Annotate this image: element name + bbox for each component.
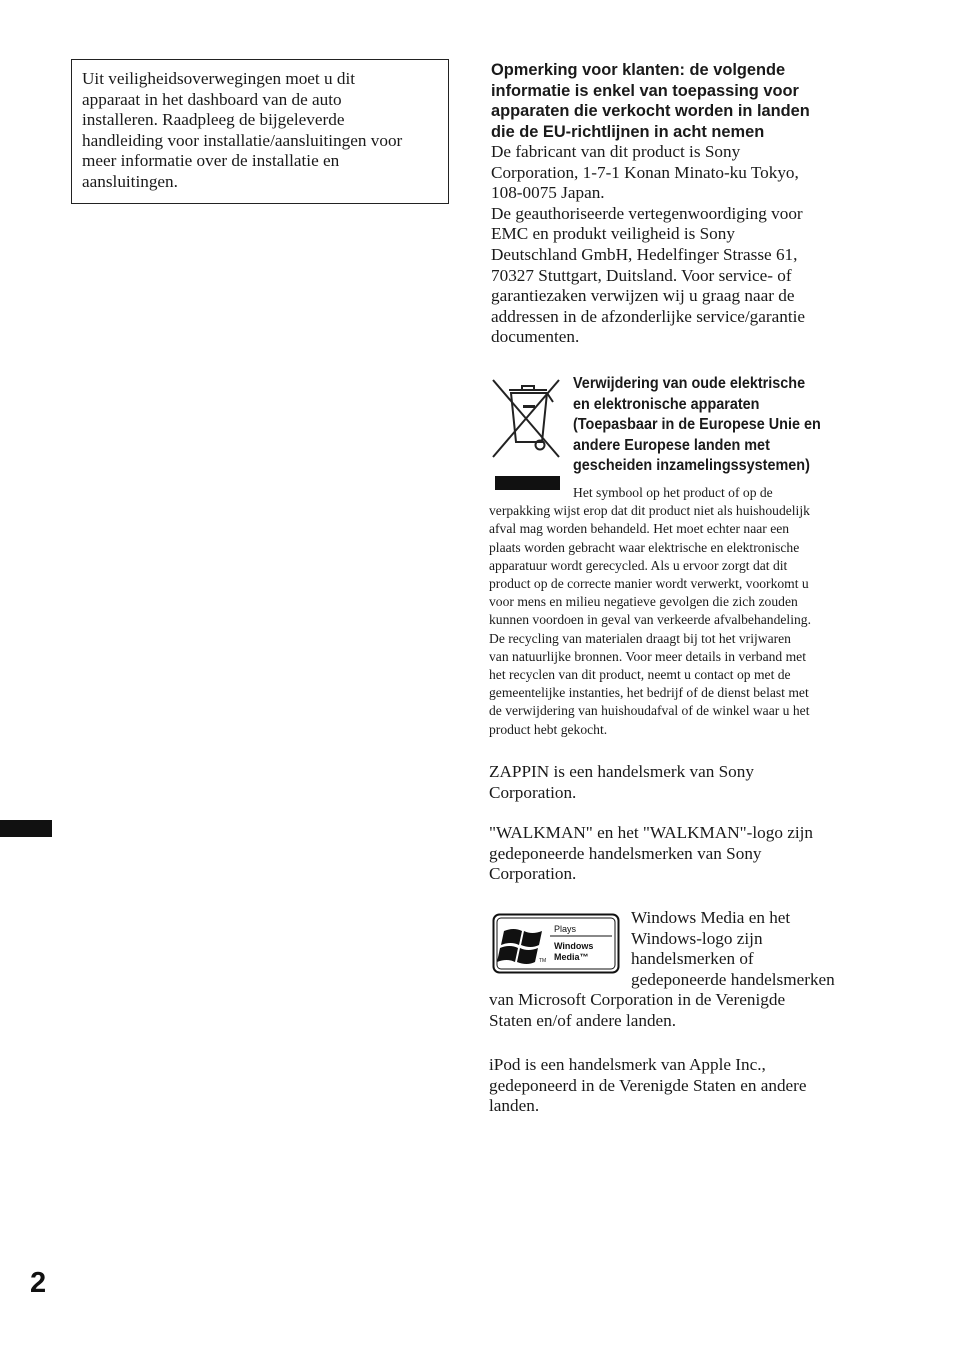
text-line: kunnen voordoen in geval van verkeerde afvalbehandeling. — [489, 612, 811, 628]
media-label: Media™ — [554, 952, 589, 962]
text-line: van natuurlijke bronnen. Voor meer details in verband met — [489, 648, 806, 664]
heading-line: die de EU-richtlijnen in acht nemen — [491, 122, 765, 141]
eu-notice-section — [491, 60, 866, 348]
heading-line: (Toepasbaar in de Europese Unie en — [573, 416, 821, 433]
tm-mark: TM — [539, 958, 547, 964]
text-line: handelsmerken of — [631, 949, 754, 969]
heading-line: Verwijdering van oude elektrische — [573, 375, 806, 392]
text-line: verpakking wijst erop dat dit product niet als huishoudelijk — [489, 503, 810, 519]
text-line: Deutschland GmbH, Hedelfinger Strasse 61, — [491, 244, 798, 264]
text-line: De geauthoriseerde vertegenwoordiging voor — [491, 203, 803, 223]
heading-line: Opmerking voor klanten: de volgende — [491, 61, 786, 79]
text-line: Corporation. — [489, 864, 577, 884]
safety-notice-line: aansluitingen. — [82, 171, 178, 191]
text-line: Het symbool op het product of op de — [573, 485, 773, 500]
text-line: EMC en produkt veiligheid is Sony — [491, 224, 735, 244]
text-line: Corporation. — [489, 782, 577, 802]
zappin-trademark — [489, 762, 869, 803]
plays-windows-media-logo — [492, 913, 620, 974]
text-line: gedeponeerde handelsmerken van Sony — [489, 843, 762, 863]
text-line: het recyclen van dit product, neemt u contact op met de — [489, 667, 791, 683]
text-line: gedeponeerde handelsmerken — [631, 969, 835, 989]
text-line: 108-0075 Japan. — [491, 183, 605, 203]
windows-media-trademark-text — [631, 908, 871, 990]
text-line: ZAPPIN is een handelsmerk van Sony — [489, 762, 754, 781]
text-line: product op de correcte manier wordt verwerkt, voorkomt u — [489, 576, 809, 592]
weee-heading — [573, 374, 843, 477]
text-line: Corporation, 1-7-1 Konan Minato-ku Tokyo, — [491, 162, 799, 182]
heading-line: gescheiden inzamelingssystemen) — [573, 457, 810, 474]
safety-notice-line: Uit veiligheidsoverwegingen moet u dit — [82, 69, 356, 88]
eu-notice-heading — [491, 60, 866, 142]
text-line: landen. — [489, 1096, 540, 1116]
heading-line: andere Europese landen met — [573, 436, 770, 454]
text-line: de verwijdering van huishoudafval of de winkel waar u het — [489, 703, 810, 719]
text-line: De fabricant van dit product is Sony — [491, 142, 741, 161]
text-line: van Microsoft Corporation in de Verenigde — [489, 990, 786, 1009]
text-line: De recycling van materialen draagt bij tot het vrijwaren — [489, 630, 791, 646]
safety-notice-line: apparaat in het dashboard van de auto — [82, 89, 342, 109]
text-line: 70327 Stuttgart, Duitsland. Voor service- of — [491, 265, 792, 285]
heading-line: en elektronische apparaten — [573, 395, 760, 413]
text-line: voor mens en milieu negatieve gevolgen die zich zouden — [489, 594, 798, 610]
text-line: addressen in de afzonderlijke service/garantie — [491, 306, 805, 326]
text-line: product hebt gekocht. — [489, 721, 608, 737]
text-line: Staten en/of andere landen. — [489, 1010, 677, 1030]
ipod-trademark — [489, 1055, 869, 1117]
safety-notice-line: installeren. Raadpleeg de bijgeleverde — [82, 110, 345, 130]
representative-paragraph — [491, 204, 866, 348]
text-line: documenten. — [491, 327, 580, 347]
heading-line: informatie is enkel van toepassing voor — [491, 81, 799, 100]
windows-media-trademark-text-cont — [489, 990, 869, 1031]
walkman-trademark — [489, 823, 869, 885]
text-line: afval mag worden behandeld. Het moet echter naar een — [489, 521, 790, 537]
text-line: "WALKMAN" en het "WALKMAN"-logo zijn — [489, 823, 814, 842]
page-number: 2 — [30, 1267, 47, 1299]
text-line: iPod is een handelsmerk van Apple Inc., — [489, 1055, 766, 1074]
plays-label: Plays — [554, 924, 577, 934]
text-line: gedeponeerd in de Verenigde Staten en andere — [489, 1075, 807, 1095]
safety-notice-box — [71, 59, 449, 204]
crossed-out-wheelie-bin-icon — [489, 377, 563, 492]
page-edge-tab — [0, 820, 52, 837]
safety-notice-line: handleiding voor installatie/aansluitingen voor — [82, 130, 403, 150]
text-line: Windows Media en het — [631, 908, 791, 927]
text-line: plaats worden gebracht waar elektrische en elektronische — [489, 539, 800, 555]
text-line: garantiezaken verwijzen wij u graag naar de — [491, 286, 795, 306]
text-line: apparatuur wordt gerecycled. Als u ervoor zorgt dat dit — [489, 557, 788, 573]
text-line: Windows-logo zijn — [631, 928, 763, 948]
weee-body-text — [489, 484, 867, 739]
safety-notice-line: meer informatie over de installatie en — [82, 151, 340, 171]
windows-label: Windows — [554, 941, 594, 951]
manufacturer-paragraph — [491, 142, 866, 204]
text-line: gemeentelijke instanties, het bedrijf of de dienst belast met — [489, 685, 809, 701]
heading-line: apparaten die verkocht worden in landen — [491, 102, 810, 120]
